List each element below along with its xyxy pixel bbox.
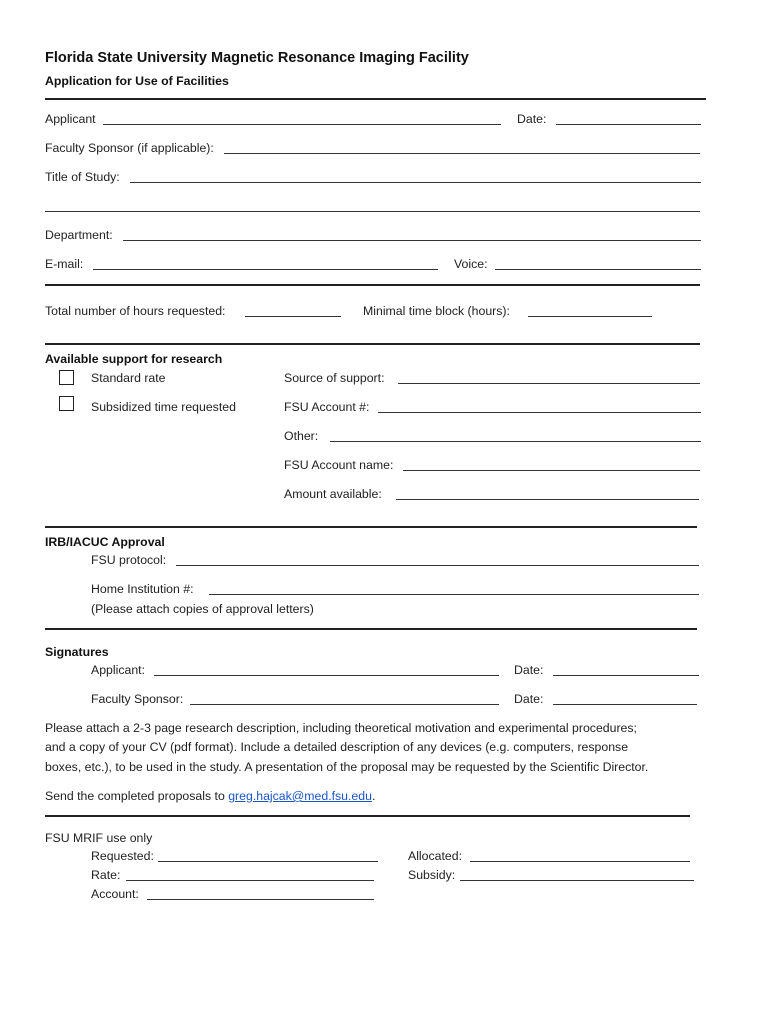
attach-note: (Please attach copies of approval letters) <box>91 602 314 616</box>
section-divider <box>45 628 697 630</box>
irb-heading: IRB/IACUC Approval <box>45 535 165 549</box>
instructions-line-1: Please attach a 2-3 page research description, including theoretical motivation and experimental procedures; <box>45 721 637 735</box>
signature-date-field[interactable] <box>553 675 699 676</box>
support-heading: Available support for research <box>45 352 223 366</box>
section-divider <box>45 526 697 528</box>
applicant-field[interactable] <box>103 124 501 125</box>
other-field[interactable] <box>330 441 701 442</box>
subsidized-checkbox[interactable] <box>59 396 74 411</box>
instructions-line-3: boxes, etc.), to be used in the study. A presentation of the proposal may be requested by the Scientific Director. <box>45 760 649 774</box>
account-field[interactable] <box>147 899 374 900</box>
email-field[interactable] <box>93 269 438 270</box>
amount-field[interactable] <box>396 499 699 500</box>
source-label: Source of support: <box>284 371 385 385</box>
title-of-study-label: Title of Study: <box>45 170 120 184</box>
signature-date-label: Date: <box>514 663 544 677</box>
fsu-account-name-field[interactable] <box>403 470 700 471</box>
min-block-field[interactable] <box>528 316 652 317</box>
requested-field[interactable] <box>158 861 378 862</box>
amount-label: Amount available: <box>284 487 382 501</box>
voice-field[interactable] <box>495 269 701 270</box>
signature-applicant-label: Applicant: <box>91 663 146 677</box>
date-label: Date: <box>517 112 547 126</box>
signature-applicant-field[interactable] <box>154 675 499 676</box>
standard-rate-label: Standard rate <box>91 371 166 385</box>
applicant-label: Applicant <box>45 112 96 126</box>
department-field[interactable] <box>123 240 701 241</box>
section-divider <box>45 284 700 286</box>
send-suffix: . <box>371 789 376 803</box>
requested-label: Requested: <box>91 849 154 863</box>
home-institution-field[interactable] <box>209 594 699 595</box>
sponsor-date-label: Date: <box>514 692 544 706</box>
date-field[interactable] <box>556 124 701 125</box>
section-divider <box>45 343 700 345</box>
account-label: Account: <box>91 887 139 901</box>
subsidized-label: Subsidized time requested <box>91 400 236 414</box>
other-label: Other: <box>284 429 319 443</box>
email-label: E-mail: <box>45 257 84 271</box>
signature-sponsor-field[interactable] <box>190 704 499 705</box>
total-hours-label: Total number of hours requested: <box>45 304 226 318</box>
signatures-heading: Signatures <box>45 645 109 659</box>
instructions-line-2: and a copy of your CV (pdf format). Include a detailed description of any devices (e.g. computers, response <box>45 740 629 754</box>
voice-label: Voice: <box>454 257 488 271</box>
title-of-study-field[interactable] <box>130 182 701 183</box>
faculty-sponsor-label: Faculty Sponsor (if applicable): <box>45 141 214 155</box>
fsu-account-name-label: FSU Account name: <box>284 458 394 472</box>
fsu-account-label: FSU Account #: <box>284 400 370 414</box>
fsu-protocol-label: FSU protocol: <box>91 553 167 567</box>
department-label: Department: <box>45 228 113 242</box>
page-subtitle: Application for Use of Facilities <box>45 74 229 88</box>
total-hours-field[interactable] <box>245 316 341 317</box>
title-of-study-field-line2[interactable] <box>45 211 700 212</box>
rate-field[interactable] <box>126 880 374 881</box>
home-institution-label: Home Institution #: <box>91 582 194 596</box>
sponsor-date-field[interactable] <box>553 704 697 705</box>
source-field[interactable] <box>398 383 700 384</box>
header-divider <box>45 98 706 100</box>
page-title: Florida State University Magnetic Resonance Imaging Facility <box>45 50 469 66</box>
allocated-label: Allocated: <box>408 849 463 863</box>
subsidy-field[interactable] <box>460 880 694 881</box>
section-divider <box>45 815 690 817</box>
allocated-field[interactable] <box>470 861 690 862</box>
standard-rate-checkbox[interactable] <box>59 370 74 385</box>
min-block-label: Minimal time block (hours): <box>363 304 510 318</box>
signature-sponsor-label: Faculty Sponsor: <box>91 692 184 706</box>
fsu-protocol-field[interactable] <box>176 565 699 566</box>
office-use-heading: FSU MRIF use only <box>45 831 153 845</box>
rate-label: Rate: <box>91 868 121 882</box>
contact-email-link[interactable]: greg.hajcak@med.fsu.edu <box>228 789 372 803</box>
subsidy-label: Subsidy: <box>408 868 456 882</box>
faculty-sponsor-field[interactable] <box>224 153 700 154</box>
send-instructions <box>45 788 375 804</box>
fsu-account-field[interactable] <box>378 412 701 413</box>
send-prefix: Send the completed proposals to <box>45 789 229 803</box>
